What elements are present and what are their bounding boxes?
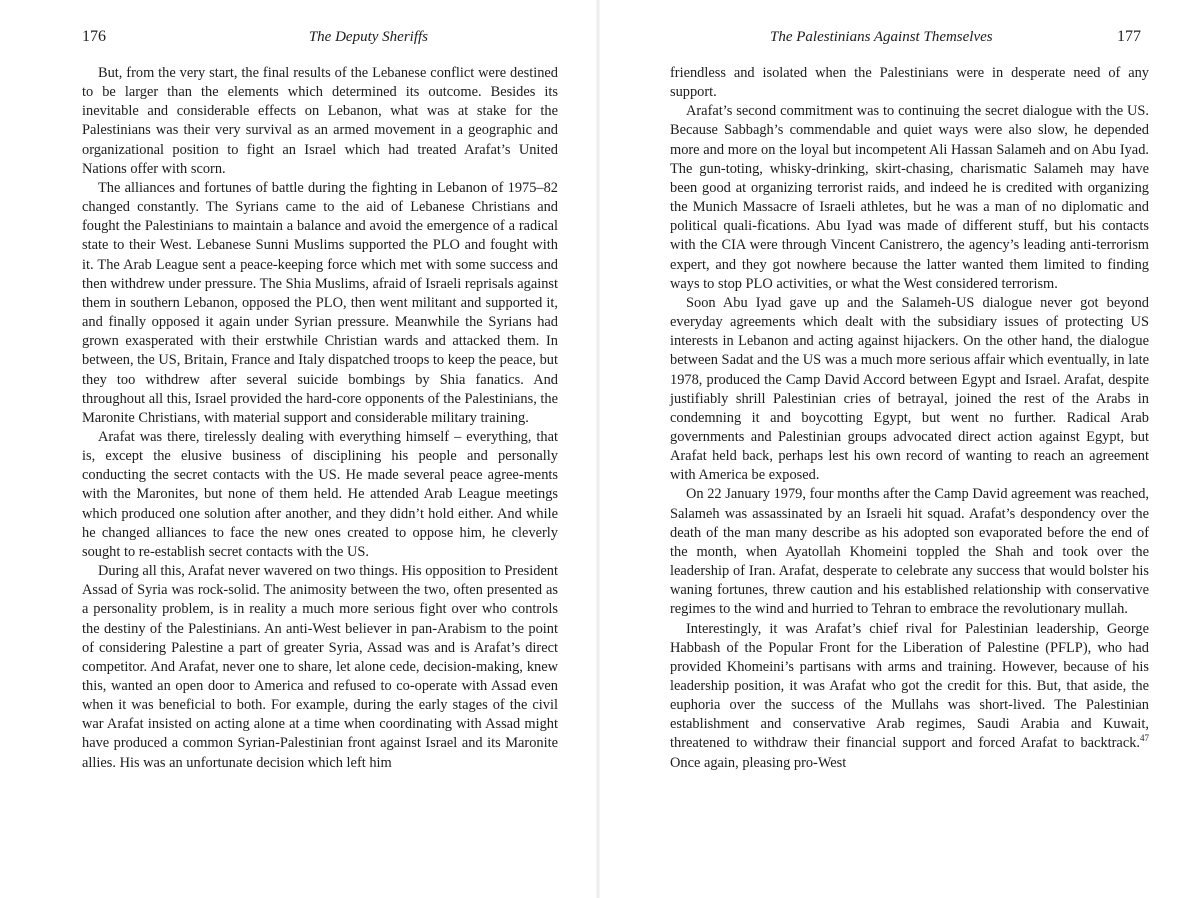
- running-head: The Palestinians Against Themselves: [770, 29, 993, 45]
- paragraph: [670, 620, 1149, 773]
- paragraph: The alliances and fortunes of battle during the fighting in Lebanon of 1975–82 changed constantly. The Syrians came to the aid of Lebanese Christians and fought the Palestinians to maintain a balance and avoid the emergence of a radical state to their West. Lebanese Sunni Muslims supported the PLO and fought with it. The Arab League sent a peace-keeping force which met with some success and then withdrew under pressure. The Shia Muslims, afraid of Israeli reprisals against them in southern Lebanon, opposed the PLO, then went militant and supported it, and finally opposed it again under Syrian pressure. Meanwhile the Syrians had grown exasperated with their erstwhile Christian wards and attacked them. In between, the US, Britain, France and Italy dispatched troops to keep the peace, but they too withdrew after several suicide bombings by Shia fanatics. And throughout all this, Israel provided the hard-core opponents of the Palestinians, the Maronite Christians, with material support and considerable military training.: [82, 179, 558, 426]
- paragraph: But, from the very start, the final results of the Lebanese conflict were destined to be larger than the elements which determined its outcome. Besides its inevitable and considerable effects on Lebanon, what was at stake for the Palestinians was their very survival as an armed movement in a geographic and organizational position to fight an Israel which had treated Arafat’s United Nations offer with scorn.: [82, 65, 558, 177]
- page-number: 177: [1117, 28, 1141, 45]
- left-page-body: [82, 64, 558, 773]
- paragraph-text: Interestingly, it was Arafat’s chief rival for Palestinian leadership, George Habbash of the Popular Front for the Liberation of Palestine (PFLP), who had provided Khomeini’s partisans with arms and training. However, because of his leadership position, it was Arafat who got the credit for this. But, that aside, the euphoria over the success of the Mullahs was short-lived. The Palestinian establishment and conservative Arab regimes, Saudi Arabia and Kuwait, threatened to withdraw their financial support and forced Arafat to backtrack.: [670, 620, 1149, 752]
- paragraph: On 22 January 1979, four months after the Camp David agreement was reached, Salameh was assassinated by an Israeli hit squad. Arafat’s despondency over the death of the man many describe as his adopted son evaporated before the end of the month, when Ayatollah Khomeini toppled the Shah and took over the leadership of Iran. Arafat, desperate to celebrate any success that would bolster his waning fortunes, threw caution and his established relationship with conservative regimes to the wind and hurried to Tehran to embrace the revolutionary mullah.: [670, 486, 1149, 618]
- page-number: 176: [82, 28, 106, 45]
- footnote-reference: 47: [1140, 733, 1149, 744]
- running-head: The Deputy Sheriffs: [308, 29, 428, 45]
- paragraph: Soon Abu Iyad gave up and the Salameh-US dialogue never got beyond everyday agreements which dealt with the subsidiary issues of protecting US interests in Lebanon and acting against hijackers. On the other hand, the dialogue between Sadat and the US was a much more serious affair which eventually, in late 1978, produced the Camp David Accord between Egypt and Israel. Arafat, despite justifiably shrill Palestinian cries of betrayal, joined the rest of the Arabs in condemning it and boycotting Egypt, but went no further. Radical Arab governments and Palestinian groups advocated direct action against Egypt, but Arafat held back, perhaps lest his own record of wanting to reach an agreement with America be exposed.: [670, 294, 1149, 484]
- paragraph-text: Once again, pleasing pro-West: [670, 754, 847, 771]
- right-page-header: [670, 28, 1149, 56]
- paragraph-continued: friendless and isolated when the Palestinians were in desperate need of any support.: [670, 65, 1149, 101]
- paragraph: Arafat’s second commitment was to continuing the secret dialogue with the US. Because Sabbagh’s commendable and quiet ways were also slow, he depended more and more on the loyal but incompetent Ali Hassan Salameh and on Abu Iyad. The gun-toting, whisky-drinking, skirt-chasing, charismatic Salameh may have been good at organizing terrorist raids, and indeed he is credited with organizing the Munich Massacre of Israeli athletes, but he was a man of no diplomatic and political quali-fications. Abu Iyad was made of different stuff, but his contacts with the CIA were through Vincent Canistrero, the agency’s leading anti-terrorism expert, and they got nowhere because the latter wanted them limited to finding ways to stop PLO activities, or what the West considered terrorism.: [670, 103, 1149, 292]
- right-page-body: [670, 64, 1149, 773]
- right-page: [598, 0, 1195, 898]
- paragraph: During all this, Arafat never wavered on two things. His opposition to President Assad of Syria was rock-solid. The animosity between the two, often presented as a personality problem, is in reality a much more serious fight over who controls the destiny of the Palestinians. An anti-West believer in pan-Arabism to the point of considering Palestine a part of greater Syria, Assad was and is Arafat’s direct competitor. And Arafat, never one to share, let alone cede, decision-making, knew this, wanted an open door to America and refused to co-operate with Assad even when it was beneficial to both. For example, during the early stages of the civil war Arafat insisted on acting alone at a time when coordinating with Assad might have produced a common Syrian-Palestinian front against Israel and its Maronite allies. His was an unfortunate decision which left him: [82, 563, 558, 771]
- paragraph: Arafat was there, tirelessly dealing with everything himself – everything, that is, except the elusive business of disciplining his people and personally conducting the secret contacts with the US. He made several peace agree-ments with the Maronites, but none of them held. He attended Arab League meetings which produced one solution after another, and they didn’t hold either. And while he changed alliances to face the new ones created to oppose him, he cleverly sought to re-establish secret contacts with the US.: [82, 428, 558, 560]
- left-page-header: [82, 28, 558, 56]
